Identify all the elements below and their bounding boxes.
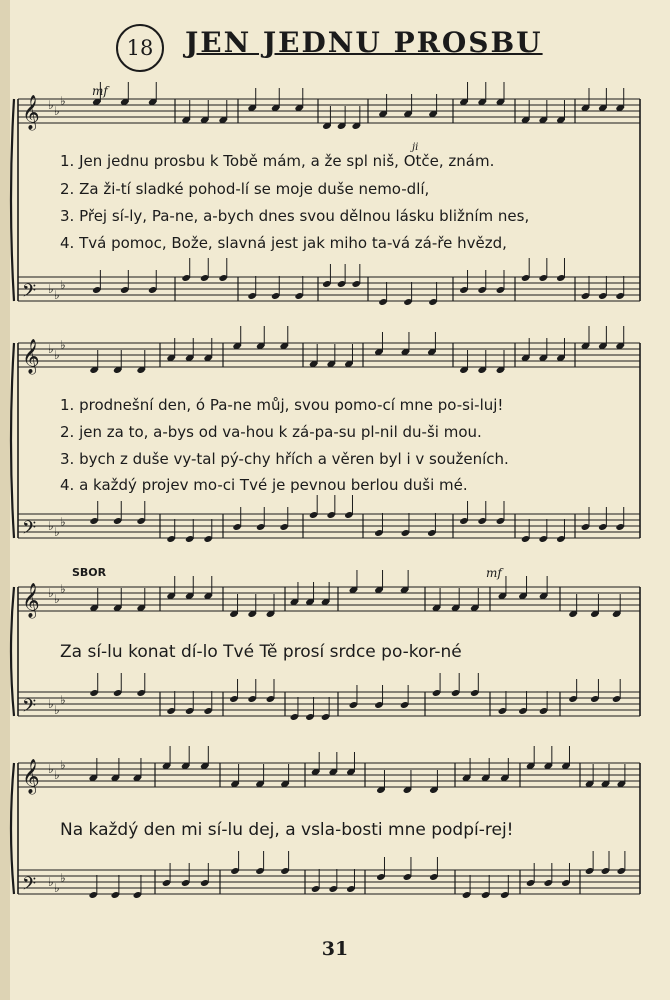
flat-sign: ♭ xyxy=(60,693,66,707)
flat-sign: ♭ xyxy=(54,525,60,539)
flat-sign: ♭ xyxy=(60,94,66,108)
flat-sign: ♭ xyxy=(54,881,60,895)
flat-sign: ♭ xyxy=(60,871,66,885)
bass-clef: 𝄢 xyxy=(22,281,37,306)
flat-sign: ♭ xyxy=(48,697,54,711)
flat-sign: ♭ xyxy=(54,288,60,302)
flat-sign: ♭ xyxy=(54,592,60,606)
choir-label: SBOR xyxy=(72,566,107,579)
bass-clef: 𝄢 xyxy=(22,696,37,721)
flat-sign: ♭ xyxy=(48,519,54,533)
flat-sign: ♭ xyxy=(48,342,54,356)
system-brace xyxy=(11,763,14,894)
flat-sign: ♭ xyxy=(48,762,54,776)
bass-clef: 𝄢 xyxy=(22,874,37,899)
flat-sign: ♭ xyxy=(48,875,54,889)
flat-sign: ♭ xyxy=(48,586,54,600)
treble-clef: 𝄞 xyxy=(22,339,40,374)
treble-clef: 𝄞 xyxy=(22,95,40,130)
flat-sign: ♭ xyxy=(54,703,60,717)
flat-sign: ♭ xyxy=(54,348,60,362)
system-brace xyxy=(11,587,14,716)
flat-sign: ♭ xyxy=(60,582,66,596)
flat-sign: ♭ xyxy=(54,104,60,118)
verse-line-4: 4. Tvá pomoc, Bože, slavná jest jak miho ta-vá zá-ře hvězd, xyxy=(60,234,507,252)
system-brace xyxy=(11,343,14,538)
flat-sign: ♭ xyxy=(48,98,54,112)
verse-line-8: 4. a každý projev mo-ci Tvé je pevnou berlou duši mé. xyxy=(60,476,468,494)
verse-line-2: 2. Za ži-tí sladké pohod-lí se moje duše nemo-dlí, xyxy=(60,180,430,198)
verse-line-3: 3. Přej sí-ly, Pa-ne, a-bych dnes svou dělnou lásku bližním nes, xyxy=(60,207,530,225)
flat-sign: ♭ xyxy=(60,515,66,529)
small-annotation: ji xyxy=(412,142,419,153)
refrain-line-1: Za sí-lu konat dí-lo Tvé Tě prosí srdce po-kor-né xyxy=(60,642,462,662)
song-number: 18 xyxy=(116,24,164,72)
refrain-line-2: Na každý den mi sí-lu dej, a vsla-bosti mne podpí-rej! xyxy=(60,820,514,840)
treble-clef: 𝄞 xyxy=(22,583,40,618)
song-title: JEN JEDNU PROSBU xyxy=(185,26,543,59)
flat-sign: ♭ xyxy=(60,278,66,292)
flat-sign: ♭ xyxy=(60,338,66,352)
flat-sign: ♭ xyxy=(48,282,54,296)
dynamic-mf-2: mf xyxy=(486,566,502,580)
verse-line-1: 1. Jen jednu prosbu k Tobě mám, a že spl niš, Otče, znám. xyxy=(60,152,495,170)
flat-sign: ♭ xyxy=(54,768,60,782)
page-number: 31 xyxy=(321,938,349,960)
bass-clef: 𝄢 xyxy=(22,518,37,543)
verse-line-6: 2. jen za to, a-bys od va-hou k zá-pa-su pl-nil du-ši mou. xyxy=(60,423,482,441)
treble-clef: 𝄞 xyxy=(22,759,40,794)
system-brace xyxy=(11,99,14,301)
verse-line-5: 1. prodnešní den, ó Pa-ne můj, svou pomo-cí mne po-si-luj! xyxy=(60,396,504,414)
dynamic-mf: mf xyxy=(92,84,108,98)
flat-sign: ♭ xyxy=(60,758,66,772)
verse-line-7: 3. bych z duše vy-tal pý-chy hřích a věren byl i v souženích. xyxy=(60,450,509,468)
